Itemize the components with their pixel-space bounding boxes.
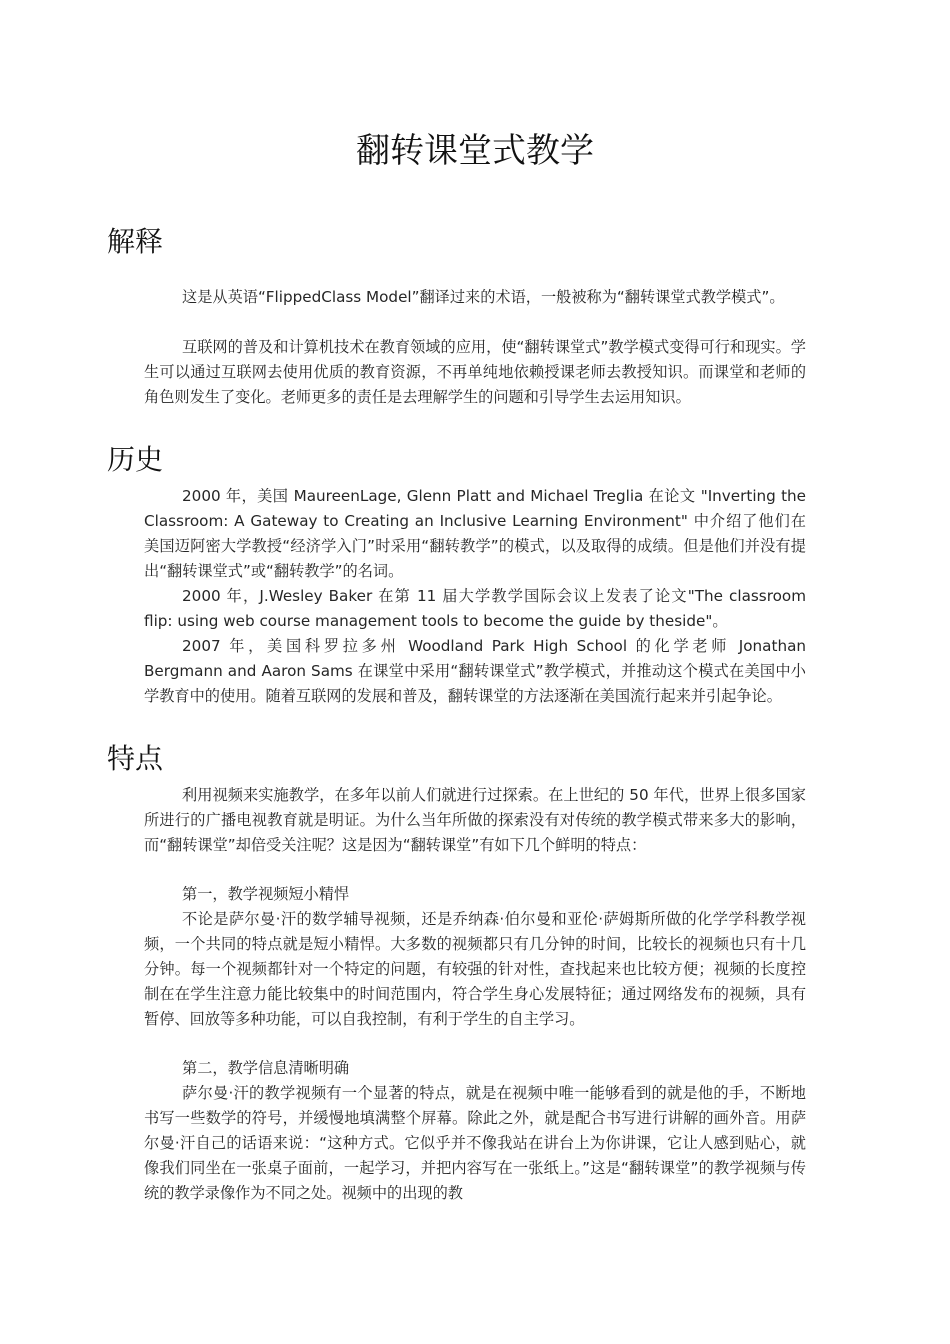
section-heading-history: 历史	[107, 443, 164, 476]
features-point-1-body: 不论是萨尔曼·汗的数学辅导视频，还是乔纳森·伯尔曼和亚伦·萨姆斯所做的化学学科教学视频，一个共同的特点就是短小精悍。大多数的视频都只有几分钟的时间，比较长的视频也只有十几分钟。每一个视频都针对一个特定的问题，有较强的针对性，查找起来也比较方便；视频的长度控制在在学生注意力能比较集中的时间范围内，符合学生身心发展特征；通过网络发布的视频，具有暂停、回放等多种功能，可以自我控制，有利于学生的自主学习。	[144, 910, 806, 1028]
document-title: 翻转课堂式教学	[356, 131, 594, 171]
explanation-paragraph-1: 这是从英语“FlippedClass Model”翻译过来的术语，一般被称为“翻转课堂式教学模式”。	[182, 288, 785, 306]
features-point-2-title: 第二，教学信息清晰明确	[182, 1059, 350, 1077]
section-heading-explanation: 解释	[107, 225, 164, 258]
section-heading-features: 特点	[107, 742, 164, 775]
features-point-1-title: 第一，教学视频短小精悍	[182, 885, 350, 903]
history-paragraph-3: 2007 年，美国科罗拉多州 Woodland Park High School 的化学老师 Jonathan Bergmann and Aaron Sams 在课堂中采用“翻转课堂式”教学模式，并推动这个模式在美国中小学教育中的使用。随着互联网的发展和普及，翻转课堂的方法逐渐在美国流行起来并引起争论。	[144, 637, 806, 705]
history-paragraph-2: 2000 年，J.Wesley Baker 在第 11 届大学教学国际会议上发表了论文"The classroom flip: using web course management tools to become the guide by theside"。	[144, 587, 806, 630]
features-point-2-body: 萨尔曼·汗的教学视频有一个显著的特点，就是在视频中唯一能够看到的就是他的手，不断地书写一些数学的符号，并缓慢地填满整个屏幕。除此之外，就是配合书写进行讲解的画外音。用萨尔曼·汗自己的话语来说：“这种方式。它似乎并不像我站在讲台上为你讲课，它让人感到贴心，就像我们同坐在一张桌子面前，一起学习，并把内容写在一张纸上。”这是“翻转课堂”的教学视频与传统的教学录像作为不同之处。视频中的出现的教	[144, 1084, 806, 1202]
history-paragraph-1: 2000 年，美国 MaureenLage, Glenn Platt and Michael Treglia 在论文 "Inverting the Classroom: A Gateway to Creating an Inclusive Learning Environment" 中介绍了他们在美国迈阿密大学教授“经济学入门”时采用“翻转教学”的模式，以及取得的成绩。但是他们并没有提出“翻转课堂式”或“翻转教学”的名词。	[144, 487, 806, 580]
features-intro-paragraph: 利用视频来实施教学，在多年以前人们就进行过探索。在上世纪的 50 年代，世界上很多国家所进行的广播电视教育就是明证。为什么当年所做的探索没有对传统的教学模式带来多大的影响，而“翻转课堂”却倍受关注呢？这是因为“翻转课堂”有如下几个鲜明的特点：	[144, 786, 806, 854]
explanation-paragraph-2: 互联网的普及和计算机技术在教育领域的应用，使“翻转课堂式”教学模式变得可行和现实。学生可以通过互联网去使用优质的教育资源，不再单纯地依赖授课老师去教授知识。而课堂和老师的角色则发生了变化。老师更多的责任是去理解学生的问题和引导学生去运用知识。	[144, 338, 806, 406]
